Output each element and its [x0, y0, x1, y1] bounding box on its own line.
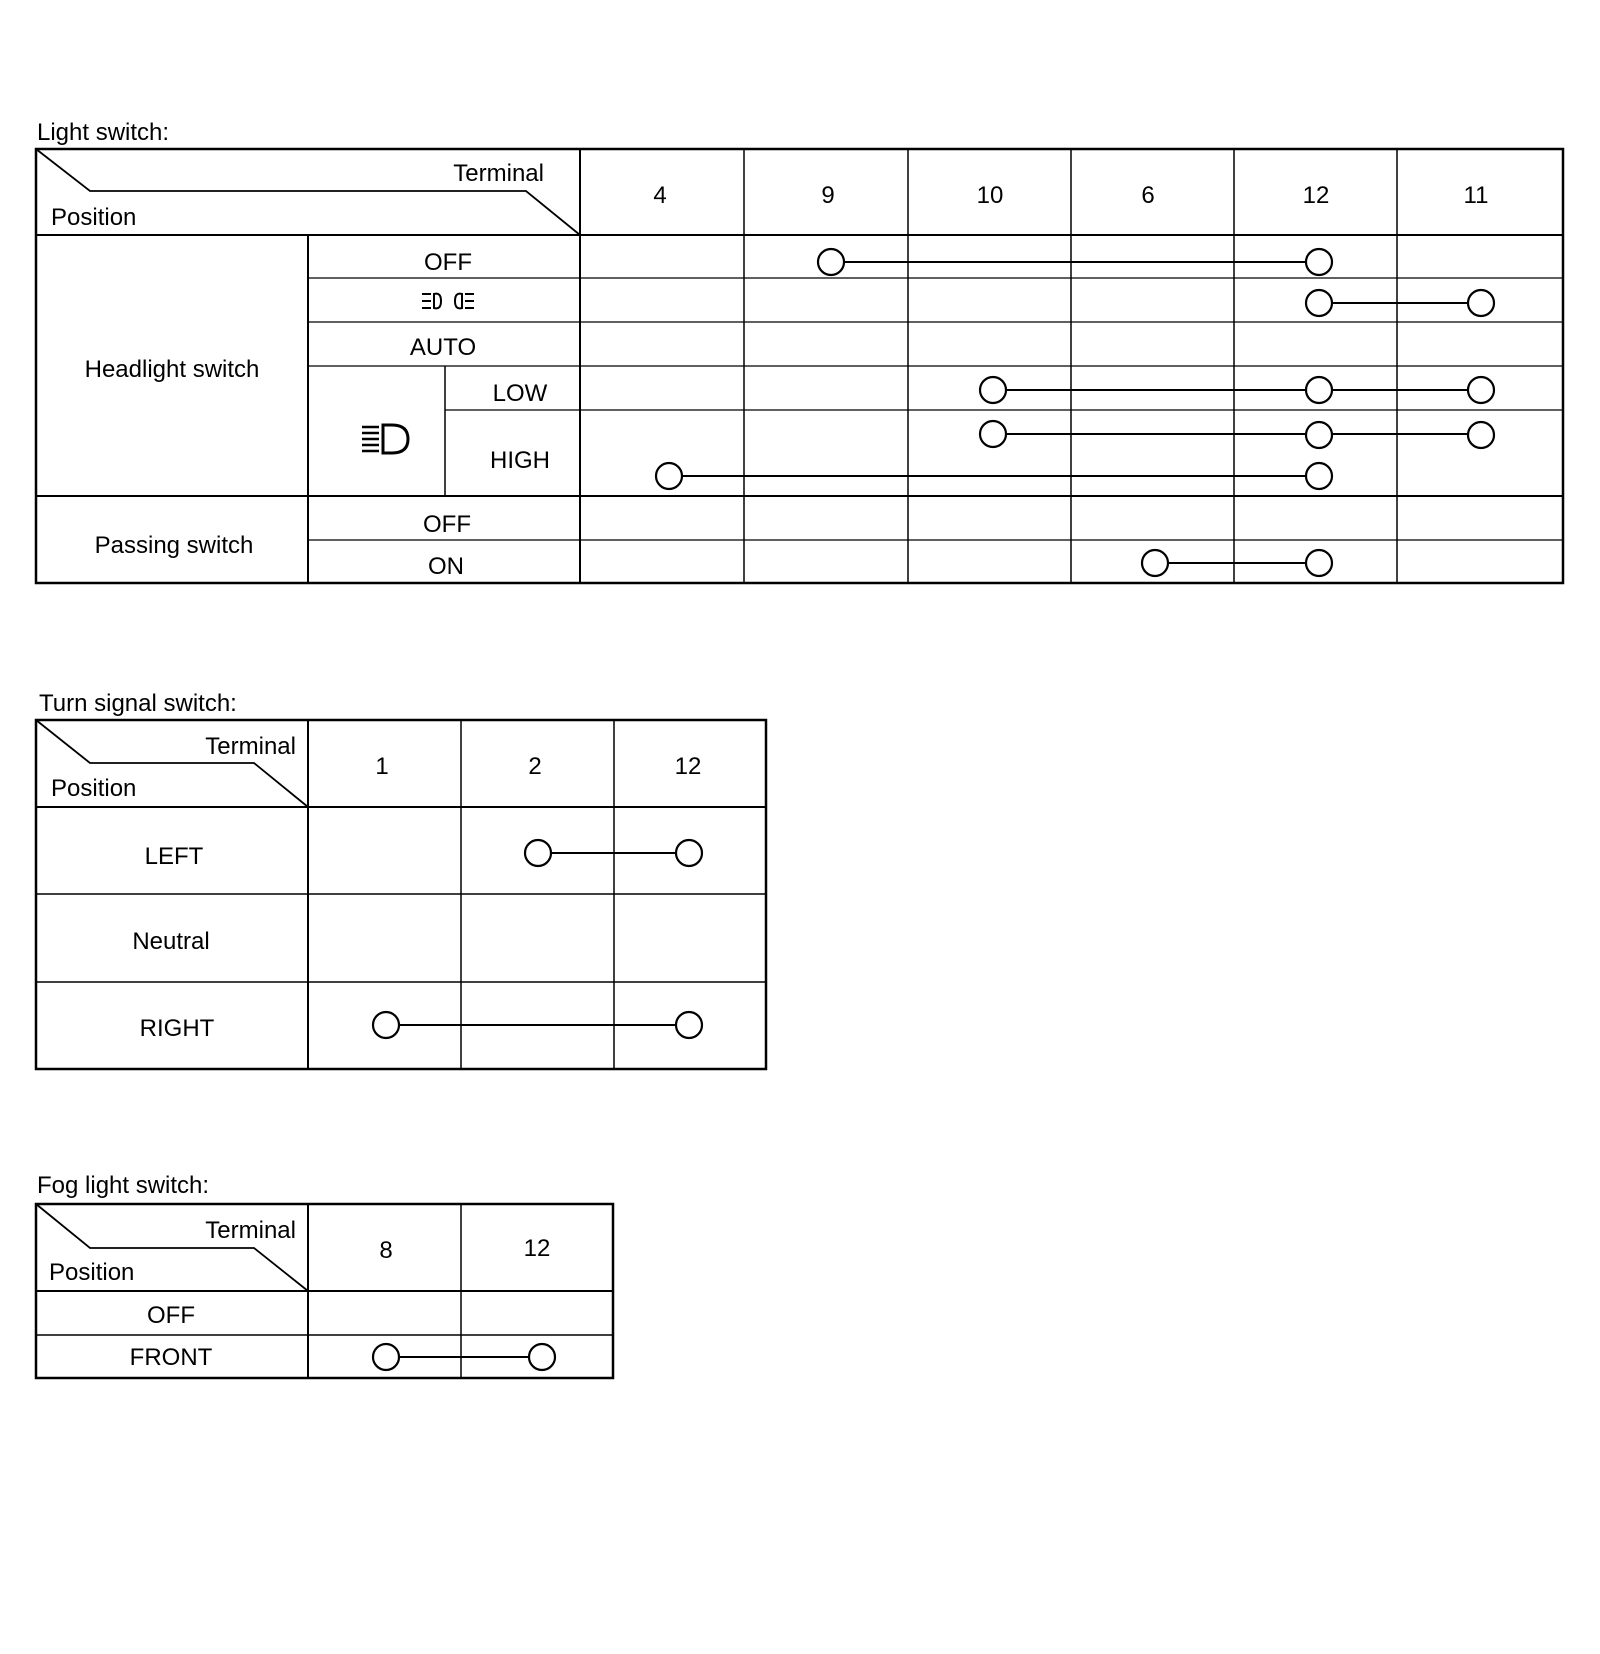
row-off-label: OFF [147, 1302, 195, 1329]
row-passing-on-label: ON [428, 553, 464, 580]
header-position-label: Position [51, 775, 137, 802]
passing-switch-label: Passing switch [94, 532, 254, 559]
headlight-beam-icon [362, 425, 408, 453]
terminal-label: 1 [375, 753, 389, 780]
node-high-t12 [1306, 422, 1332, 448]
terminal-label: 8 [379, 1237, 393, 1264]
node-right-t1 [373, 1012, 399, 1038]
turn-connections [373, 840, 702, 1038]
node-left-t2 [525, 840, 551, 866]
row-right-label: RIGHT [139, 1015, 215, 1042]
node-tail-t11 [1468, 290, 1494, 316]
header-position-label: Position [51, 204, 137, 231]
node-high2-t12 [1306, 463, 1332, 489]
row-off-label: OFF [424, 249, 472, 276]
light-switch-table [36, 119, 1563, 583]
row-front-label: FRONT [129, 1344, 213, 1371]
node-front-t8 [373, 1344, 399, 1370]
node-low-t10 [980, 377, 1006, 403]
terminal-label: 4 [653, 182, 667, 209]
row-low-label: LOW [492, 380, 548, 407]
terminal-label: 11 [1463, 182, 1489, 209]
turn-signal-table [36, 690, 766, 1069]
row-neutral-label: Neutral [132, 928, 210, 955]
light-connections [656, 249, 1494, 576]
header-terminal-label: Terminal [453, 160, 544, 187]
node-right-t12 [676, 1012, 702, 1038]
header-terminal-label: Terminal [205, 733, 296, 760]
node-off-t9 [818, 249, 844, 275]
fog-light-table [36, 1172, 613, 1378]
header-terminal-label: Terminal [205, 1217, 296, 1244]
header-position-label: Position [49, 1259, 135, 1286]
node-passing-t12 [1306, 550, 1332, 576]
row-passing-off-label: OFF [423, 511, 471, 538]
node-low-t12 [1306, 377, 1332, 403]
turn-signal-title: Turn signal switch: [39, 690, 237, 717]
row-auto-label: AUTO [409, 334, 477, 361]
terminal-label: 10 [976, 182, 1004, 209]
node-tail-t12 [1306, 290, 1332, 316]
node-off-t12 [1306, 249, 1332, 275]
terminal-label: 6 [1141, 182, 1155, 209]
terminal-label: 2 [528, 753, 542, 780]
tail-light-icon [422, 294, 474, 309]
node-passing-t6 [1142, 550, 1168, 576]
node-left-t12 [676, 840, 702, 866]
fog-light-title: Fog light switch: [37, 1172, 210, 1199]
terminal-label: 12 [1302, 182, 1330, 209]
row-left-label: LEFT [144, 843, 204, 870]
headlight-switch-label: Headlight switch [84, 356, 260, 383]
fog-connections [373, 1344, 555, 1370]
terminal-label: 12 [674, 753, 702, 780]
terminal-label: 12 [523, 1235, 551, 1262]
node-high-t11 [1468, 422, 1494, 448]
node-low-t11 [1468, 377, 1494, 403]
terminal-label: 9 [821, 182, 835, 209]
node-front-t12 [529, 1344, 555, 1370]
node-high-t10 [980, 421, 1006, 447]
light-switch-title: Light switch: [37, 119, 170, 146]
node-high-t4 [656, 463, 682, 489]
row-high-label: HIGH [490, 447, 550, 474]
